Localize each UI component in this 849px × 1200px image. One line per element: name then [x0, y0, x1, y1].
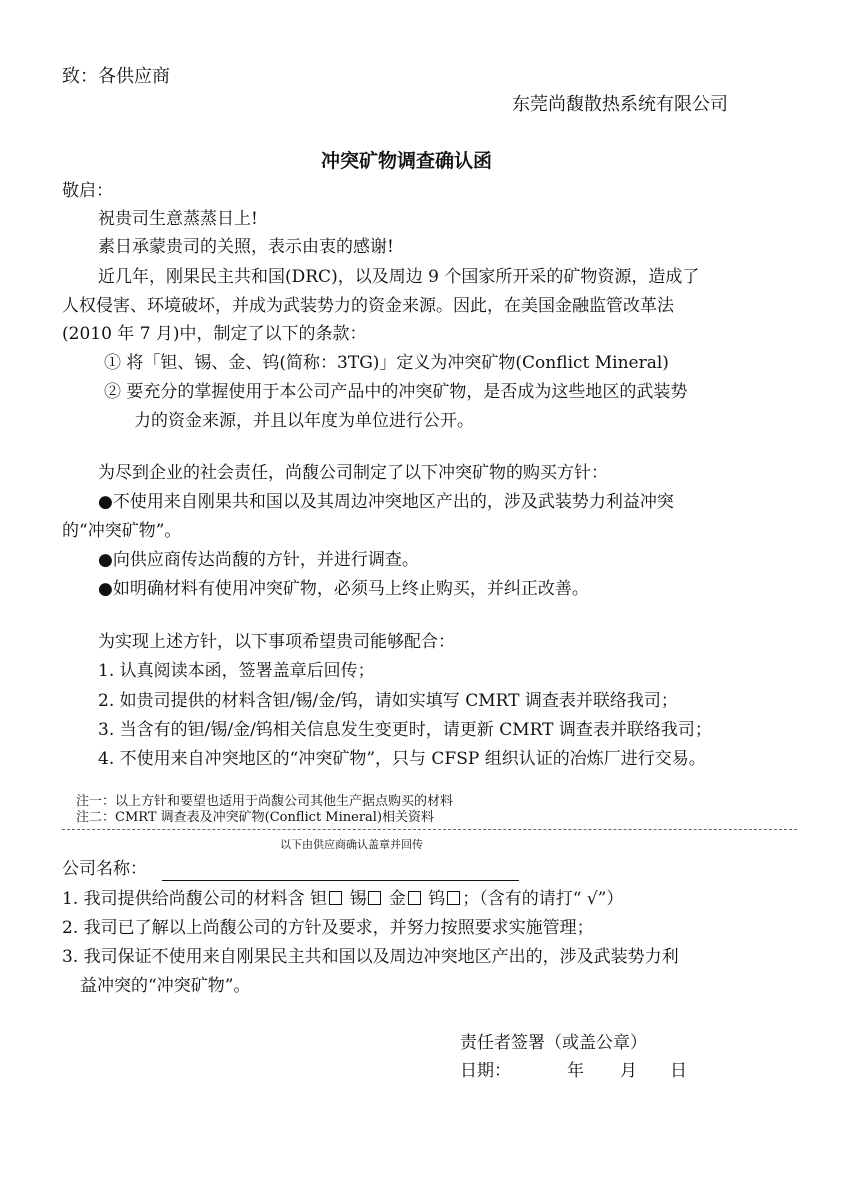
reply-item-1: [62, 888, 623, 910]
note-2: 注二：CMRT 调查表及冲突矿物(Conflict Mineral)相关资料: [76, 810, 435, 825]
request-item: 2. 如贵司提供的材料含钽/锡/金/钨，请如实填写 CMRT 调查表并联络我司；: [98, 691, 678, 711]
mineral-label-gold: 金: [388, 889, 406, 909]
checkbox-tin[interactable]: [368, 891, 381, 905]
company-name-field-line[interactable]: [162, 880, 519, 881]
reply-item-1-text: 1. 我司提供给尚馥公司的材料含: [62, 889, 305, 909]
intro-line: 祝贵司生意蒸蒸日上!: [98, 209, 258, 229]
intro-line: 素日承蒙贵司的关照，表示由衷的感谢!: [98, 237, 394, 257]
company-name-label: 公司名称：: [62, 859, 147, 879]
note-1: 注一：以上方针和要望也适用于尚馥公司其他生产据点购买的材料: [76, 794, 454, 809]
policy-item: ●向供应商传达尚馥的方针，并进行调查。: [98, 550, 419, 570]
date-year: 年: [567, 1061, 584, 1081]
cut-line-divider: [62, 829, 797, 830]
requests-intro: 为实现上述方针，以下事项希望贵司能够配合：: [98, 632, 455, 652]
date-month: 月: [620, 1061, 637, 1081]
intro-line: 人权侵害、环境破坏，并成为武装势力的资金来源。因此，在美国金融监管改革法: [62, 296, 674, 316]
reply-item-1-suffix: ；（含有的请打“ √”）: [462, 889, 624, 909]
signature-label: 责任者签署（或盖公章）: [460, 1033, 647, 1053]
policy-item: ●如明确材料有使用冲突矿物，必须马上终止购买，并纠正改善。: [98, 579, 589, 599]
clause-2: ② 要充分的掌握使用于本公司产品中的冲突矿物，是否成为这些地区的武装势: [104, 382, 688, 402]
clause-1: ① 将「钽、锡、金、钨(简称：3TG)」定义为冲突矿物(Conflict Mineral): [104, 353, 669, 373]
policy-intro: 为尽到企业的社会责任，尚馥公司制定了以下冲突矿物的购买方针：: [98, 463, 608, 483]
policy-item: 的“冲突矿物”。: [62, 521, 182, 541]
sender-company: 东莞尚馥散热系统有限公司: [512, 94, 728, 115]
checkbox-tungsten[interactable]: [447, 891, 460, 905]
request-item: 4. 不使用来自冲突地区的“冲突矿物”，只与 CFSP 组织认证的冶炼厂进行交易。: [98, 749, 706, 769]
request-item: 3. 当含有的钽/锡/金/钨相关信息发生变更时，请更新 CMRT 调查表并联络我司；: [98, 720, 712, 740]
reply-item-3-continued: 益冲突的“冲突矿物”。: [80, 976, 251, 996]
mineral-label-tungsten: 钨: [428, 889, 446, 909]
mineral-label-tantalum: 钽: [310, 889, 328, 909]
checkbox-tantalum[interactable]: [329, 891, 342, 905]
policy-item: ●不使用来自刚果共和国以及其周边冲突地区产出的，涉及武装势力利益冲突: [98, 492, 674, 512]
request-item: 1. 认真阅读本函，签署盖章后回传；: [98, 661, 375, 681]
intro-line: 近几年，刚果民主共和国(DRC)，以及周边 9 个国家所开采的矿物资源，造成了: [98, 267, 700, 287]
recipient-line: 致：各供应商: [62, 66, 170, 87]
checkbox-gold[interactable]: [408, 891, 421, 905]
clause-2-continued: 力的资金来源，并且以年度为单位进行公开。: [134, 411, 474, 431]
date-label: 日期：: [460, 1061, 511, 1081]
mineral-label-tin: 锡: [349, 889, 367, 909]
page-title: 冲突矿物调查确认函: [321, 150, 493, 172]
reply-item-3: 3. 我司保证不使用来自刚果民主共和国以及周边冲突地区产出的，涉及武装势力利: [62, 947, 679, 967]
reply-instruction: 以下由供应商确认盖章并回传: [280, 838, 423, 851]
greeting: 敬启：: [62, 181, 113, 201]
reply-item-2: 2. 我司已了解以上尚馥公司的方针及要求，并努力按照要求实施管理；: [62, 918, 594, 938]
date-day: 日: [670, 1061, 687, 1081]
intro-line: (2010 年 7 月)中，制定了以下的条款：: [62, 324, 367, 344]
